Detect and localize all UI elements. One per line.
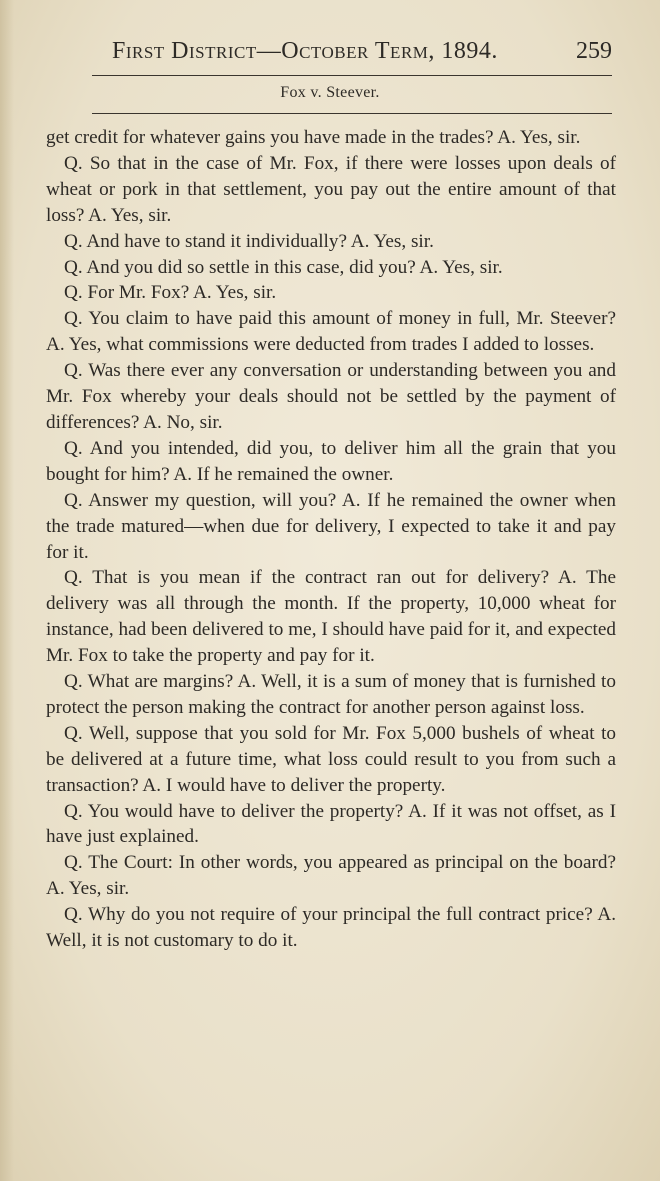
page-header (0, 38, 660, 68)
paragraph-6: Q. You claim to have paid this amount of money in full, Mr. Steever? A. Yes, what commissions were deducted from trades I added to losses. (46, 308, 616, 356)
header-rule-top (92, 75, 612, 76)
paragraph-2: Q. So that in the case of Mr. Fox, if there were losses upon deals of wheat or pork in that settlement, you pay out the entire amount of that loss? A. Yes, sir. (46, 152, 616, 226)
paragraph-12: Q. Well, suppose that you sold for Mr. Fox 5,000 bushels of wheat to be delivered at a future time, what loss could result to you from such a transaction? A. I would have to deliver the property. (46, 722, 616, 796)
testimony-body (46, 125, 616, 954)
page-edge-shadow (0, 0, 14, 1181)
header-rule-bottom (92, 113, 612, 114)
paragraph-13: Q. You would have to deliver the property? A. If it was not offset, as I have just explained. (46, 800, 616, 848)
paragraph-1: get credit for whatever gains you have made in the trades? A. Yes, sir. (46, 127, 581, 148)
paragraph-14: Q. The Court: In other words, you appeared as principal on the board? A. Yes, sir. (46, 852, 616, 900)
paragraph-3: Q. And have to stand it individually? A. Yes, sir. (64, 230, 434, 252)
running-head: First District—October Term, 1894. (112, 38, 498, 64)
paragraph-15: Q. Why do you not require of your principal the full contract price? A. Well, it is not customary to do it. (46, 904, 616, 952)
paragraph-8: Q. And you intended, did you, to deliver him all the grain that you bought for him? A. If he remained the owner. (46, 437, 616, 485)
paragraph-10: Q. That is you mean if the contract ran out for delivery? A. The delivery was all through the month. If the property, 10,000 wheat for instance, had been delivered to me, I should have paid for it, and expected Mr. Fox to take the property and pay for it. (46, 567, 616, 667)
paragraph-9: Q. Answer my question, will you? A. If he remained the owner when the trade matured—when due for delivery, I expected to take it and pay for it. (46, 489, 616, 563)
paragraph-4: Q. And you did so settle in this case, did you? A. Yes, sir. (64, 256, 503, 278)
paragraph-7: Q. Was there ever any conversation or understanding between you and Mr. Fox whereby your deals should not be settled by the payment of differences? A. No, sir. (46, 360, 616, 433)
page-number: 259 (576, 38, 612, 64)
paragraph-5: Q. For Mr. Fox? A. Yes, sir. (64, 282, 277, 304)
case-title: Fox v. Steever. (280, 84, 380, 101)
paragraph-11: Q. What are margins? A. Well, it is a sum of money that is furnished to protect the person making the contract for another person against loss. (46, 671, 616, 718)
